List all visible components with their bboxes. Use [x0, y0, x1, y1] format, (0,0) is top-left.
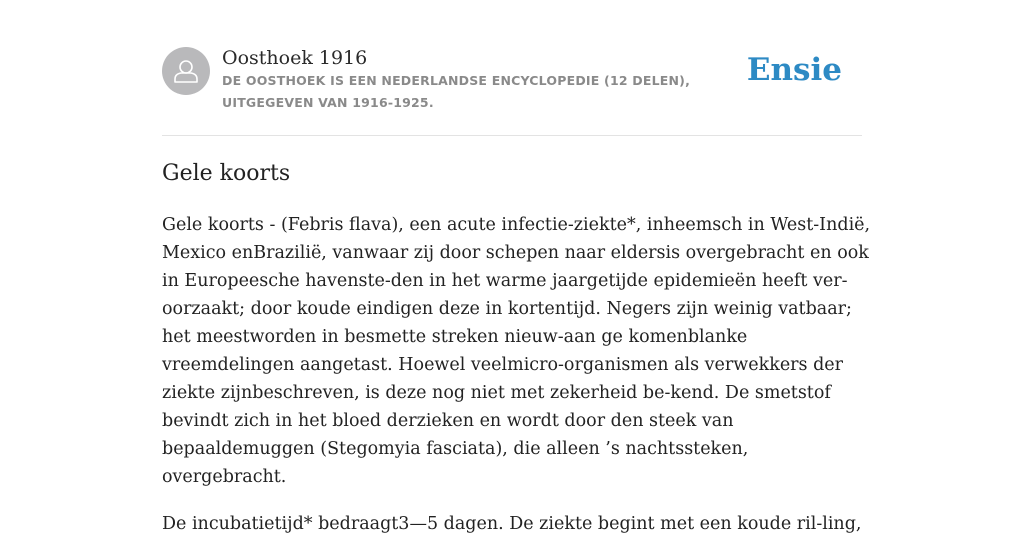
source-info [222, 46, 762, 114]
article [162, 158, 872, 557]
article-paragraph: De incubatietijd* bedraagt3—5 dagen. De ziekte begint met een koude ril-ling, [162, 514, 862, 534]
header-divider [162, 135, 862, 136]
source-description: DE OOSTHOEK IS EEN NEDERLANDSE ENCYCLOPEDIE (12 DELEN), UITGEGEVEN VAN 1916-1925. [222, 73, 691, 110]
source-header [162, 46, 862, 116]
article-title: Gele koorts [162, 161, 291, 186]
article-paragraph: Gele koorts - (Febris flava), een acute infectie-ziekte*, inheemsch in West-Indië, Mexico enBrazilië, vanwaar zij door schepen naar eldersis overgebracht en ook in Europeesche havenste-den in het warme jaargetijde epidemieën heeft ver-oorzaakt; door koude eindigen deze in kortentijd. Negers zijn weinig vatbaar; het meestworden in besmette streken nieuw-aan ge komenblanke vreemdelingen aangetast. Hoewel veelmicro-organismen als verwekkers der ziekte zijnbeschreven, is deze nog niet met zekerheid be-kend. De smetstof bevindt zich in het bloed derzieken en wordt door den steek van bepaaldemuggen (Stegomyia fasciata), die alleen ’s nachtssteken, overgebracht. [162, 215, 871, 487]
user-silhouette-icon[interactable] [162, 47, 210, 95]
brand-logo[interactable]: Ensie [746, 52, 842, 88]
source-title[interactable]: Oosthoek 1916 [222, 47, 368, 69]
